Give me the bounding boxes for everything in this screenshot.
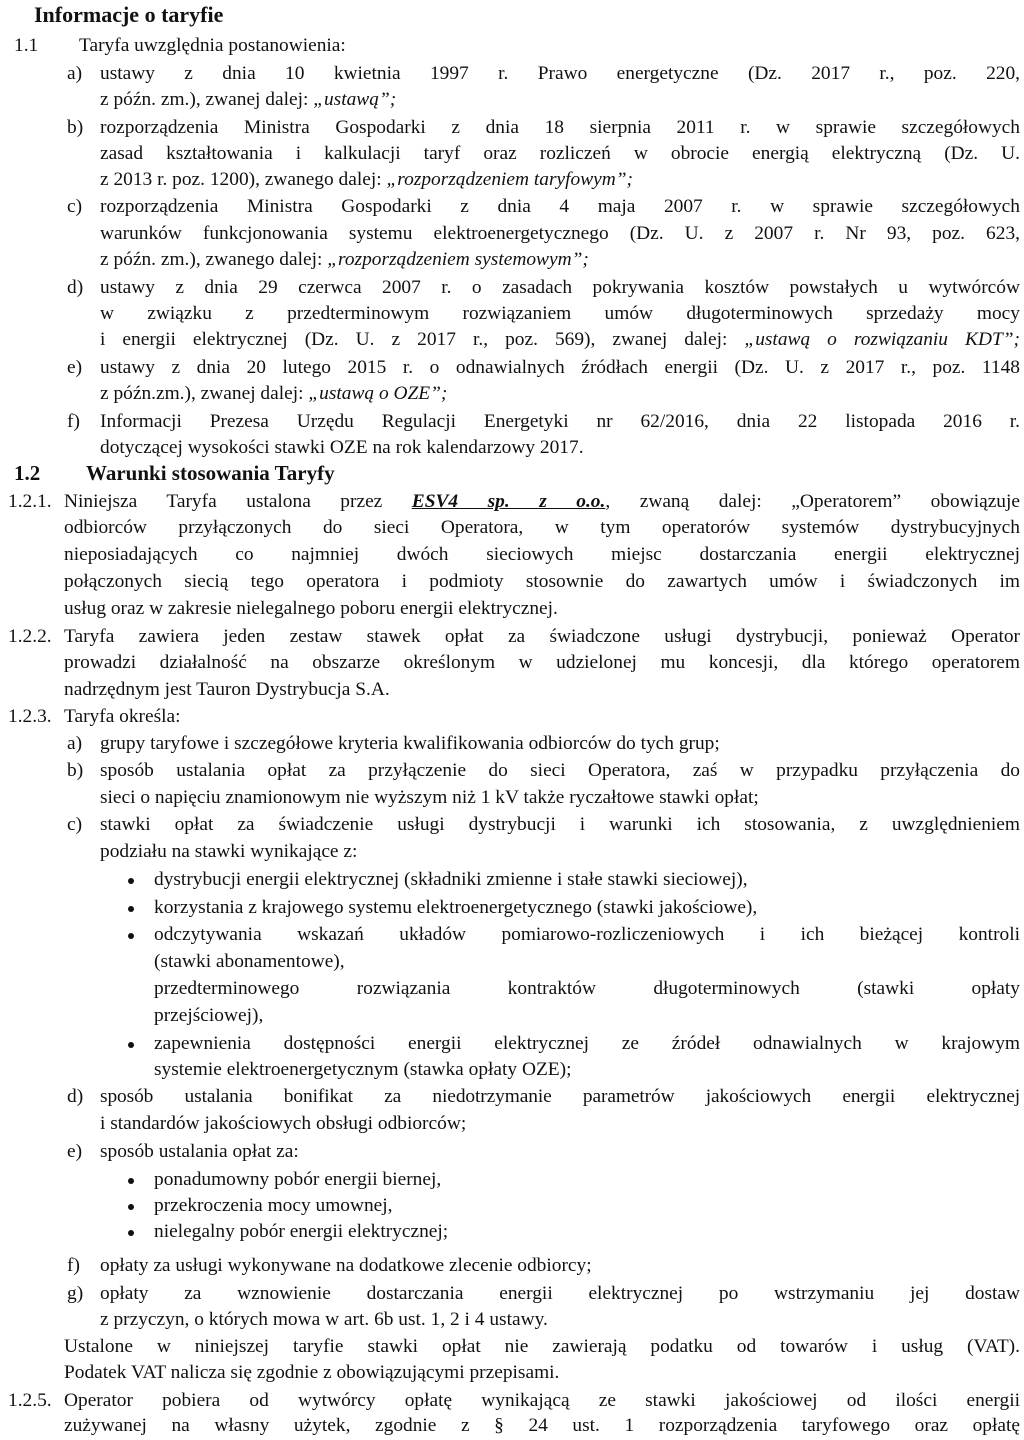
text-run: i energii elektrycznej (Dz. U. z 2017 r., poz. 569), zwanej dalej: [100,329,745,350]
item-letter: c) [67,196,83,217]
item-letter: e) [67,1141,83,1162]
paragraph-text: Taryfa określa: [64,706,181,727]
item-text: ustawy z dnia 20 lutego 2015 r. o odnawialnych źródłach energii (Dz. U. z 2017 r., poz. 1148 [100,357,1020,378]
bullet-text: ponadumowny pobór energii biernej, [154,1169,442,1190]
item-text [100,247,1020,273]
item-letter: b) [67,760,84,781]
item-letter: b) [67,117,84,138]
text-run: , zwaną dalej: „Operatorem” obowiązuje [605,491,1020,512]
paragraph-text: zużywanej na własny użytek, zgodnie z § 24 ust. 1 rozporządzenia taryfowego oraz opłatę [64,1415,1020,1436]
item-letter: d) [67,1086,84,1107]
item-text: rozporządzenia Ministra Gospodarki z dnia 4 maja 2007 r. w sprawie szczegółowych [100,196,1020,217]
item-text: podziału na stawki wynikające z: [100,841,358,862]
item-text: warunków funkcjonowania systemu elektroenergetycznego (Dz. U. z 2007 r. Nr 93, poz. 623, [100,223,1020,244]
item-text: sposób ustalania opłat za przyłączenie do sieci Operatora, zaś w przypadku przyłączenia do [100,760,1020,781]
paragraph-number: 1.2.5. [8,1390,52,1411]
item-text: w związku z przedterminowym rozwiązaniem umów długoterminowych sprzedaży mocy [100,303,1020,324]
paragraph-text: Ustalone w niniejszej taryfie stawki opłat nie zawierają podatku od towarów i usług (VAT). [64,1336,1020,1357]
paragraph-number: 1.2.3. [8,706,52,727]
bullet-icon [128,878,134,884]
bullet-text: odczytywania wskazań układów pomiarowo-rozliczeniowych i ich bieżącej kontroli [154,924,1020,945]
paragraph-number: 1.2.1. [8,491,52,512]
item-text: sposób ustalania bonifikat za niedotrzymanie parametrów jakościowych energii elektrycznej [100,1086,1020,1107]
item-text: i standardów jakościowych obsługi odbiorców; [100,1113,467,1134]
text-run: z późn.zm.), zwanej dalej: [100,383,309,404]
bullet-text: systemie elektroenergetycznym (stawka opłaty OZE); [154,1059,572,1080]
paragraph-text: prowadzi działalność na obszarze określonym w udzielonej mu koncesji, dla którego operatorem [64,652,1020,673]
bullet-text: przekroczenia mocy umownej, [154,1195,393,1216]
item-text: opłaty za usługi wykonywane na dodatkowe zlecenie odbiorcy; [100,1255,592,1276]
paragraph-text: połączonych siecią tego operatora i podmioty stosownie do zawartych umów i świadczonych im [64,571,1020,592]
item-letter: c) [67,814,83,835]
bullet-text: (stawki abonamentowe), [154,951,345,972]
section-heading: Informacje o taryfie [34,2,224,27]
item-text: stawki opłat za świadczenie usługi dystrybucji i warunki ich stosowania, z uwzględnieniem [100,814,1020,835]
item-text [100,327,1020,353]
item-letter: f) [67,1255,80,1276]
bullet-icon [128,1204,134,1210]
defined-term: „ustawą o rozwiązaniu KDT”; [744,329,1020,350]
paragraph-text: Podatek VAT nalicza się zgodnie z obowiązującymi przepisami. [64,1362,560,1383]
paragraph-text: nieposiadających co najmniej dwóch sieciowych miejsc dostarczania energii elektrycznej [64,544,1020,565]
bullet-icon [128,1230,134,1236]
item-letter: a) [67,63,83,84]
item-text: ustawy z dnia 29 czerwca 2007 r. o zasadach pokrywania kosztów powstałych u wytwórców [100,277,1020,298]
paragraph-text: odbiorców przyłączonych do sieci Operatora, w tym operatorów systemów dystrybucyjnych [64,517,1020,538]
item-text: opłaty za wznowienie dostarczania energii elektrycznej po wstrzymaniu jej dostaw [100,1283,1020,1304]
defined-term: „rozporządzeniem systemowym”; [327,249,589,270]
text-run: z późn. zm.), zwanej dalej: [100,89,314,110]
bullet-icon [128,933,134,939]
paragraph-text: nadrzędnym jest Tauron Dystrybucja S.A. [64,679,390,700]
text-run: Niniejsza Taryfa ustalona przez [64,491,412,512]
bullet-text: korzystania z krajowego systemu elektroenergetycznego (stawki jakościowe), [154,897,758,918]
item-text [100,167,1020,193]
paragraph-text [64,489,1020,515]
item-letter: g) [67,1283,84,1304]
paragraph-number: 1.2.2. [8,626,52,647]
item-text [100,87,1020,113]
section-title: Warunki stosowania Taryfy [86,461,335,485]
section-number: 1.1 [14,35,39,56]
bullet-text: dystrybucji energii elektrycznej (składniki zmienne i stałe stawki sieciowej), [154,869,748,890]
bullet-text: nielegalny pobór energii elektrycznej; [154,1221,449,1242]
item-letter: e) [67,357,83,378]
company-name: ESV4 sp. z o.o. [411,491,606,512]
item-text: zasad kształtowania i kalkulacji taryf oraz rozliczeń w obrocie energią elektryczną (Dz. U. [100,143,1020,164]
bullet-text: przejściowej), [154,1005,264,1026]
item-text: ustawy z dnia 10 kwietnia 1997 r. Prawo energetyczne (Dz. 2017 r., poz. 220, [100,63,1020,84]
text-run: z 2013 r. poz. 1200), zwanego dalej: [100,169,387,190]
bullet-icon [128,1042,134,1048]
bullet-icon [128,906,134,912]
section-intro: Taryfa uwzględnia postanowienia: [79,35,346,56]
paragraph-text: Taryfa zawiera jeden zestaw stawek opłat za świadczone usługi dystrybucji, ponieważ Operator [64,626,1020,647]
item-text: Informacji Prezesa Urzędu Regulacji Energetyki nr 62/2016, dnia 22 listopada 2016 r. [100,411,1020,432]
item-text: z przyczyn, o których mowa w art. 6b ust. 1, 2 i 4 ustawy. [100,1309,548,1330]
item-text: grupy taryfowe i szczegółowe kryteria kwalifikowania odbiorców do tych grup; [100,733,720,754]
item-text: sposób ustalania opłat za: [100,1141,299,1162]
section-number: 1.2 [14,461,41,485]
bullet-icon [128,1178,134,1184]
bullet-text: zapewnienia dostępności energii elektrycznej ze źródeł odnawialnych w krajowym [154,1033,1020,1054]
item-letter: d) [67,277,84,298]
item-text [100,381,1020,407]
item-letter: a) [67,733,83,754]
paragraph-text: usług oraz w zakresie nielegalnego poboru energii elektrycznej. [64,598,558,619]
item-text: sieci o napięciu znamionowym nie wyższym niż 1 kV także ryczałtowe stawki opłat; [100,787,759,808]
item-text: dotyczącej wysokości stawki OZE na rok kalendarzowy 2017. [100,437,584,458]
item-text: rozporządzenia Ministra Gospodarki z dnia 18 sierpnia 2011 r. w sprawie szczegółowych [100,117,1020,138]
paragraph-text: Operator pobiera od wytwórcy opłatę wynikającą ze stawki jakościowej od ilości energii [64,1390,1020,1411]
text-run: z późn. zm.), zwanego dalej: [100,249,328,270]
defined-term: „rozporządzeniem taryfowym”; [386,169,633,190]
item-letter: f) [67,411,80,432]
bullet-text: przedterminowego rozwiązania kontraktów długoterminowych (stawki opłaty [154,978,1020,999]
defined-term: „ustawą”; [313,89,397,110]
defined-term: „ustawą o OZE”; [308,383,448,404]
